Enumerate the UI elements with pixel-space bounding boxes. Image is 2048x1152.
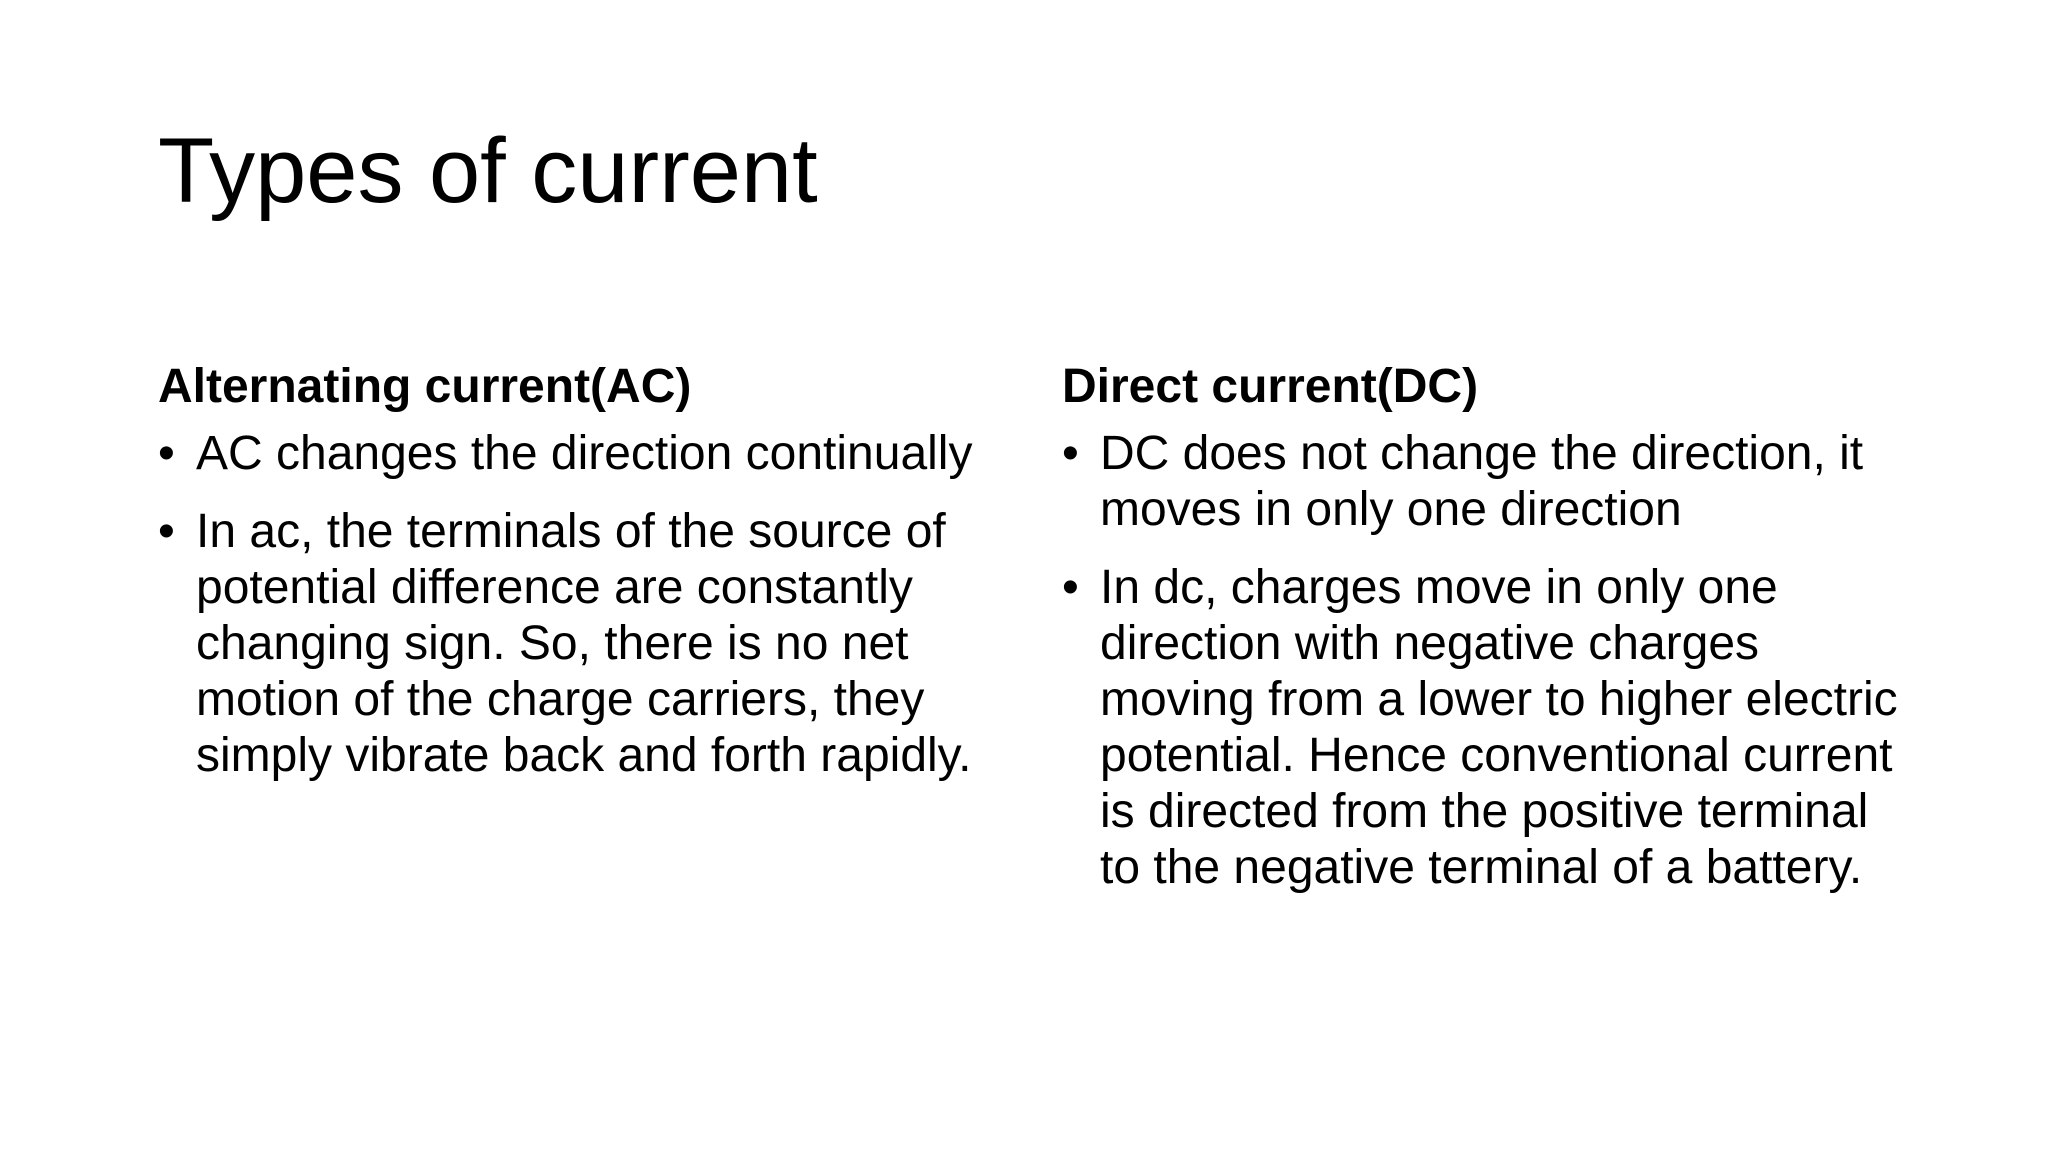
slide-title: Types of current bbox=[158, 120, 818, 222]
ac-bullet-2 bbox=[158, 504, 1018, 784]
dc-bullet-list bbox=[1062, 426, 1922, 896]
ac-heading: Alternating current(AC) bbox=[158, 360, 692, 413]
dc-bullet-2-text: In dc, charges move in only one direction with negative charges moving from a lower to higher electric potential. Hence conventional current is directed from the positive terminal to the negative terminal of a battery. bbox=[1100, 561, 1898, 894]
dc-bullet-1 bbox=[1062, 426, 1922, 538]
bullet-marker: • bbox=[158, 505, 175, 558]
dc-column bbox=[1062, 358, 1922, 918]
bullet-marker: • bbox=[1062, 427, 1079, 480]
ac-column bbox=[158, 358, 1018, 806]
ac-bullet-list bbox=[158, 426, 1018, 784]
dc-bullet-1-text: DC does not change the direction, it moves in only one direction bbox=[1100, 427, 1864, 536]
ac-bullet-1 bbox=[158, 426, 1018, 482]
bullet-marker: • bbox=[1062, 561, 1079, 614]
dc-bullet-2 bbox=[1062, 560, 1922, 896]
bullet-marker: • bbox=[158, 427, 175, 480]
ac-bullet-2-text: In ac, the terminals of the source of potential difference are constantly changing sign. So, there is no net motion of the charge carriers, they simply vibrate back and forth rapidly. bbox=[196, 505, 972, 782]
ac-bullet-1-text: AC changes the direction continually bbox=[196, 427, 973, 480]
dc-heading: Direct current(DC) bbox=[1062, 360, 1479, 413]
